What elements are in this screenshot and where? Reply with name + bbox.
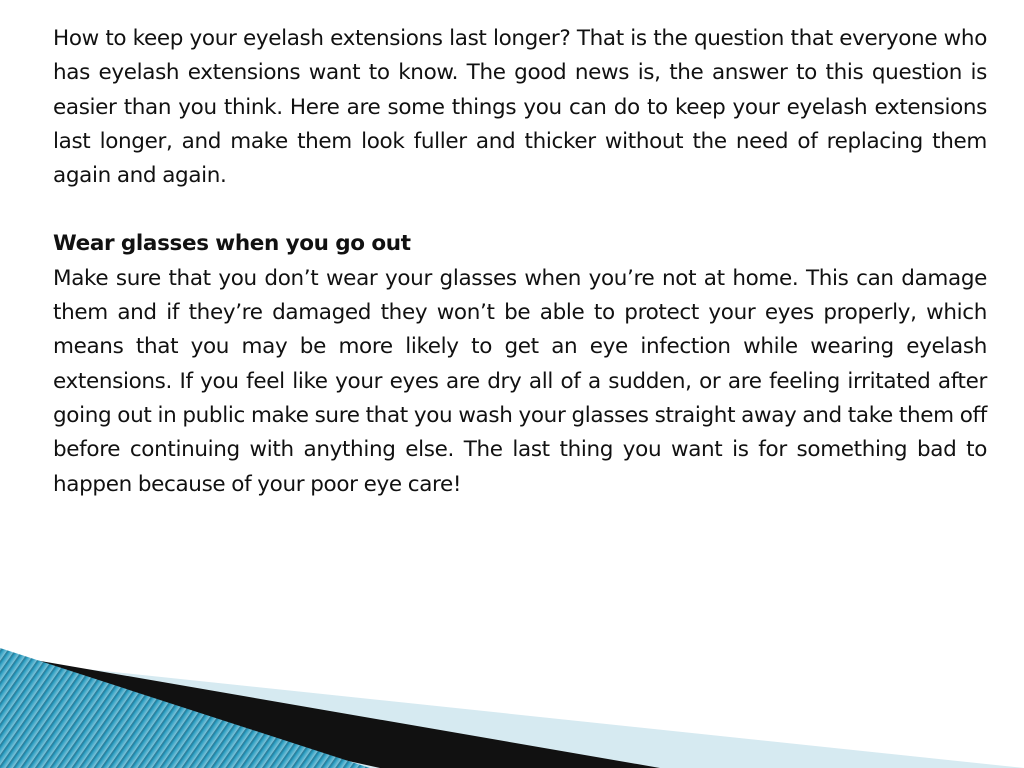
slide-content [53,22,987,502]
section-heading: Wear glasses when you go out [53,231,411,257]
corner-decoration [0,640,1024,768]
intro-paragraph: How to keep your eyelash extensions last longer? That is the question that everyone who has eyelash extensions want to know. The good news is, the answer to this question is easier than you think. Here are some things you can do to keep your eyelash extensions last longer, and make them look fuller and thicker without the need of replacing them again and again. [53,26,987,189]
section-body: Make sure that you don’t wear your glasses when you’re not at home. This can damage them and if they’re damaged they won’t be able to protect your eyes properly, which means that you may be more likely to get an eye infection while wearing eyelash extensions. If you feel like your eyes are dry all of a sudden, or are feeling irritated after going out in public make sure that you wash your glasses straight away and take them off before continuing with anything else. The last thing you want is for something bad to happen because of your poor eye care! [53,265,987,497]
